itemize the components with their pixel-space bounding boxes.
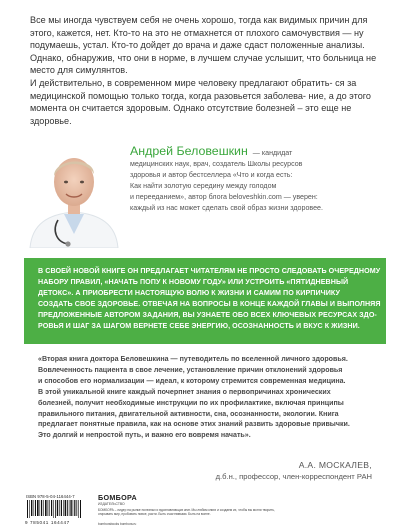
publisher-description: БОМБОРА – лидер на рынке полезных и вдохновляющих книг. Мы любим книги и создаем их, чтобы вы могли творить, открывать мир, пробовать новое, расти. Быть счастливыми. Быть на волне. (98, 508, 275, 517)
publisher-subtitle: ИЗДАТЕЛЬСТВО (98, 502, 125, 506)
isbn: ISBN 978-5-04-116444-7 (26, 494, 75, 499)
intro-paragraph-2: И действительно, в современном мире человеку предлагают обратить- ся за медицинской помощью только тогда, когда разовьется заболева- ние, а до этого момента он считается здоровым. Однако отсутствие болезней – это еще не здоровье. (30, 77, 371, 126)
publisher-links: bomborabooks bombora.ru (98, 522, 137, 526)
publisher-logo: БОМБОРА (98, 493, 137, 502)
intro-paragraph-1: Все мы иногда чувствуем себя не очень хорошо, тогда как видимых причин для этого, кажется, нет. Кто-то на это не отмахнется от плохого самочувствия — ну подумаешь, устал. Кто-то дойдет до врача и даже сдаст положенные анализы. Однако, обнаружив, что они в норме, в лучшем случае услышит, что больница не место для симулянтов. (30, 15, 377, 76)
review-quote: «Вторая книга доктора Беловешкина — путеводитель по вселенной личного здоровья. Вовлеченность пациента в свое лечение, установление причин отклонений здоровья и способов его нормализации — идеал, к которому стремится современная медицина. В этой уникальной книге каждый почерпнет знания о первопричинах хронических болезней, получит необходимые инструкции по их профилактике, включая принципы правильного питания, двигательной активности, сна, осознанности, экологии. Книга предлагает понятные правила, как на основе этих знаний развить здоровые привычки. Это долгий и непростой путь, и важно его вовремя начать». (38, 355, 350, 440)
author-name: Андрей Беловешкин (130, 144, 248, 158)
author-photo (24, 144, 124, 248)
reviewer-name: А.А. МОСКАЛЕВ, (298, 460, 372, 470)
promo-text: В СВОЕЙ НОВОЙ КНИГЕ ОН ПРЕДЛАГАЕТ ЧИТАТЕЛЯМ НЕ ПРОСТО СЛЕДОВАТЬ ОЧЕРЕДНОМУ НАБОРУ ПРАВИЛ, «НАЧАТЬ ПОПУ К НОВОМУ ГОДУ» ИЛИ УСТРОИТЬ «ПЯТИДНЕВНЫЙ ДЕТОКС». А ПРИОБРЕСТИ НАСТОЯЩУЮ ВОЛЮ К ЖИЗНИ И САМИМ ПО КИРПИЧИКУ СОЗДАТЬ СВОЕ ЗДОРОВЬЕ. ОТВЕЧАЯ НА ВОПРОСЫ В КОНЦЕ КАЖДОЙ ГЛАВЫ И ВЫПОЛНЯЯ ПРЕДЛОЖЕННЫЕ АВТОРОМ ЗАДАНИЯ, ВЫ УЗНАЕТЕ ОБО ВСЕХ КЛЮЧЕВЫХ РЕСУРСАХ ЗДО- РОВЬЯ И ШАГ ЗА ШАГОМ ВЕРНЕТЕ СЕБЕ ЭНЕРГИЮ, ОСОЗНАННОСТЬ И ВКУС К ЖИЗНИ. (38, 267, 381, 330)
intro-text (30, 14, 382, 127)
reviewer-title: д.б.н., профессор, член-корреспондент РАН (215, 472, 372, 481)
barcode-digits: 9 785041 164447 (25, 520, 70, 525)
author-bio: Андрей Беловешкин — кандидат медицинских наук, врач, создатель Школы ресурсов здоровья и автор бестселлера «Что и когда есть: Как найти золотую середину между голодом и перееданием», автор блога beloveshkin.com — уверен: каждый из нас может сделать свой образ жизни здоровее. (130, 144, 323, 212)
